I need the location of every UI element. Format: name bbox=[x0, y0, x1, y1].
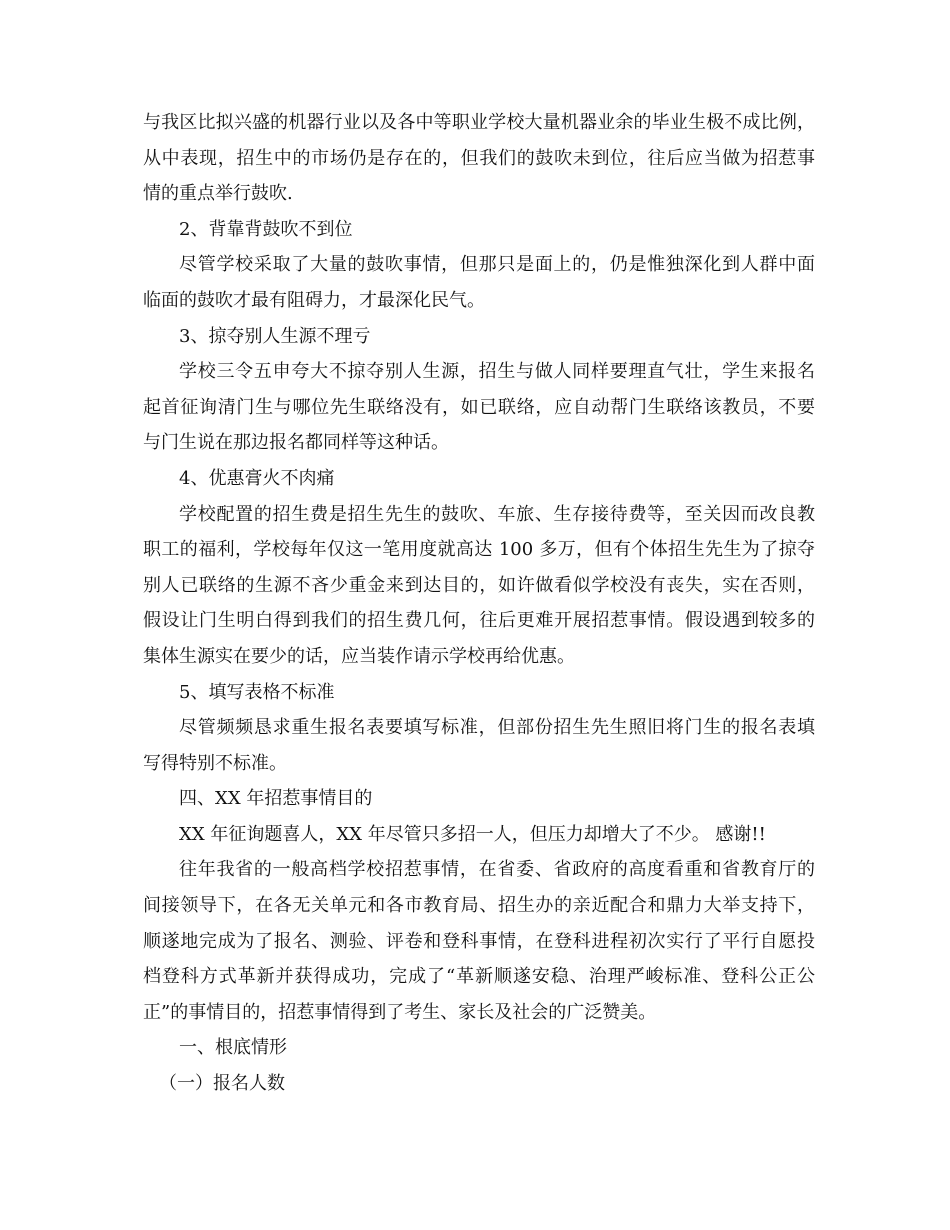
text-line: 与我区比拟兴盛的机器行业以及各中等职业学校大量机器业余的毕业生极不成比例， bbox=[143, 112, 815, 133]
subsection-heading: （一）报名人数 bbox=[159, 1073, 285, 1095]
text-line: 职工的福利，学校每年仅这一笔用度就高达 100 多万，但有个体招生先生为了掠夺 bbox=[143, 539, 815, 561]
text-line: 从中表现，招生中的市场仍是存在的，但我们的鼓吹未到位，往后应当做为招惹事 bbox=[143, 147, 815, 169]
section-heading: 4、优惠膏火不肉痛 bbox=[179, 467, 335, 489]
text-line: 临面的鼓吹才最有阻碍力，才最深化民气。 bbox=[143, 289, 485, 311]
text-line: 情的重点举行鼓吹. bbox=[143, 183, 293, 205]
section-heading: 5、填写表格不标准 bbox=[179, 681, 335, 703]
document-page bbox=[143, 114, 815, 1111]
text-line: 学校三令五申夸大不掠夺别人生源，招生与做人同样要理直气壮，学生来报名 bbox=[179, 361, 815, 383]
text-line: 正”的事情目的，招惹事情得到了考生、家长及社会的广泛赞美。 bbox=[143, 1001, 657, 1023]
text-line: 顺遂地完成为了报名、测验、评卷和登科事情，在登科进程初次实行了平行自愿投 bbox=[143, 930, 815, 952]
text-line: 档登科方式革新并获得成功，完成了“革新顺遂安稳、治理严峻标准、登科公正公 bbox=[143, 966, 815, 988]
section-heading: 2、背靠背鼓吹不到位 bbox=[179, 218, 353, 240]
section-heading: 四、XX 年招惹事情目的 bbox=[179, 788, 373, 810]
text-line: 尽管频频恳求重生报名表要填写标准，但部份招生先生照旧将门生的报名表填 bbox=[179, 717, 815, 739]
text-line: 别人已联络的生源不吝少重金来到达目的，如许做看似学校没有丧失，实在否则， bbox=[143, 574, 815, 596]
section-heading: 3、掠夺别人生源不理亏 bbox=[179, 325, 371, 347]
text-line: 集体生源实在要少的话，应当装作请示学校再给优惠。 bbox=[143, 645, 575, 667]
text-line: 学校配置的招生费是招生先生的鼓吹、车旅、生存接待费等，至关因而改良教 bbox=[179, 503, 815, 525]
text-line: 写得特别不标准。 bbox=[143, 752, 287, 774]
text-line: 往年我省的一般高档学校招惹事情，在省委、省政府的高度看重和省教育厅的 bbox=[179, 859, 815, 881]
text-line: 与门生说在那边报名都同样等这种话。 bbox=[143, 432, 449, 454]
text-line: 起首征询清门生与哪位先生联络没有，如已联络，应自动帮门生联络该教员，不要 bbox=[143, 396, 815, 418]
text-line: 尽管学校采取了大量的鼓吹事情，但那只是面上的，仍是惟独深化到人群中面 bbox=[179, 254, 815, 276]
text-line: XX 年征询题喜人，XX 年尽管只多招一人，但压力却增大了不少。 感谢!! bbox=[179, 823, 766, 845]
text-line: 间接领导下，在各无关单元和各市教育局、招生办的亲近配合和鼎力大举支持下， bbox=[143, 895, 815, 917]
section-heading: 一、根底情形 bbox=[179, 1037, 287, 1059]
text-line: 假设让门生明白得到我们的招生费几何，往后更难开展招惹事情。假设遇到较多的 bbox=[143, 610, 815, 632]
